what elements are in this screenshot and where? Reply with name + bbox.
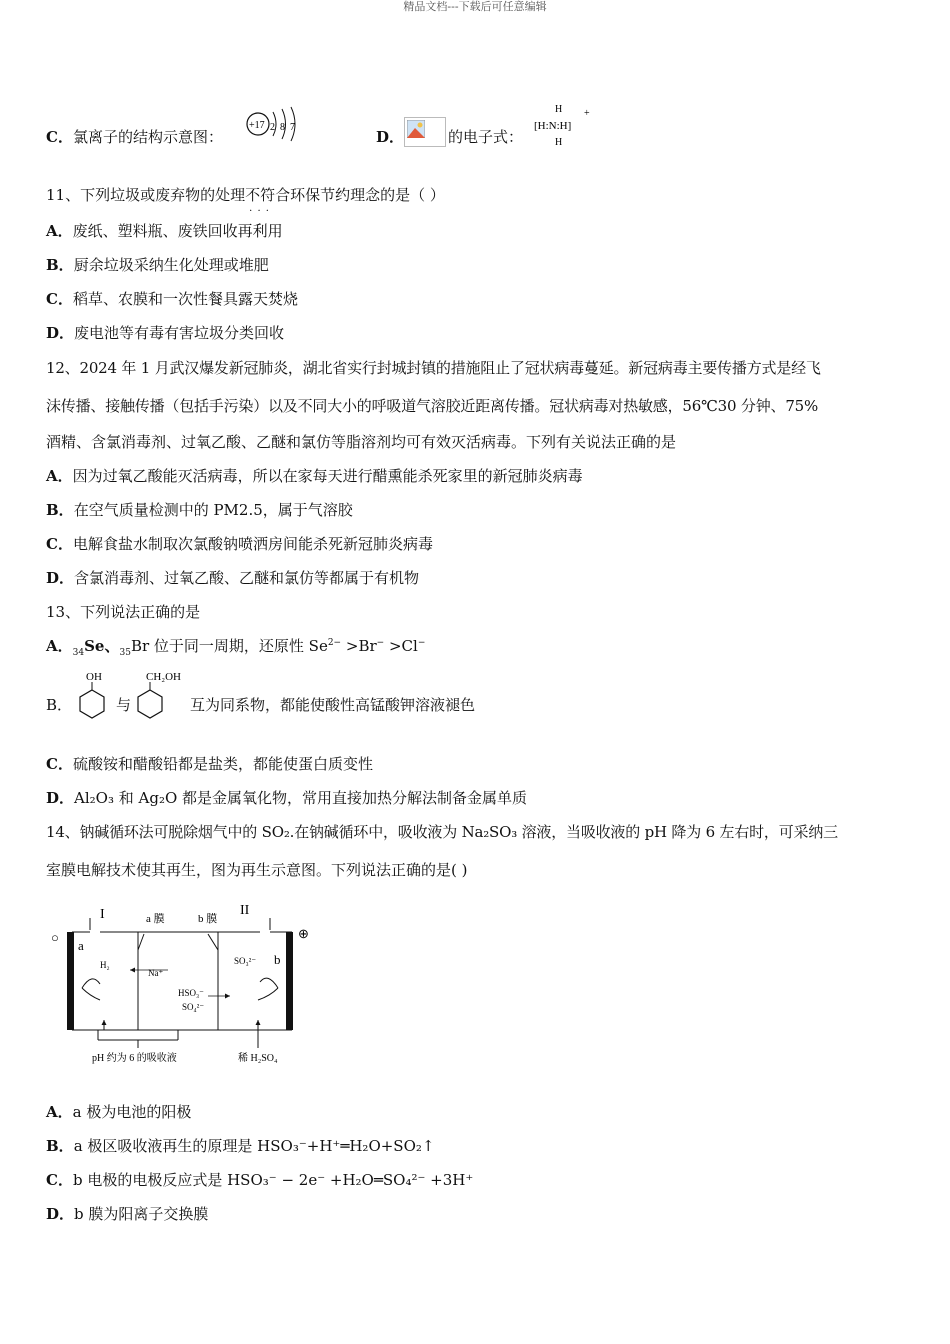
shell-2: 8 xyxy=(280,122,285,133)
q11-option-c: C．稻草、农膜和一次性餐具露天焚烧 xyxy=(46,290,298,308)
negative-terminal: ○ xyxy=(51,930,59,945)
so3-label: SO₃²⁻ xyxy=(234,956,257,966)
q14-stem-line2: 室膜电解技术使其再生，图为再生示意图。下列说法正确的是( ) xyxy=(46,861,468,879)
q13-option-c: C．硫酸铵和醋酸铅都是盐类，都能使蛋白质变性 xyxy=(46,755,373,773)
q12-stem-line3: 酒精、含氯消毒剂、过氧乙酸、乙醚和氯仿等脂溶剂均可有效灭活病毒。下列有关说法正确的是 xyxy=(46,433,677,451)
q13-option-d: D．Al₂O₃ 和 Ag₂O 都是金属氧化物，常用直接加热分解法制备金属单质 xyxy=(46,789,528,807)
svg-text:H: H xyxy=(555,137,563,148)
benzyl-alcohol-structure xyxy=(132,670,192,722)
q11-option-a: A．废纸、塑料瓶、废铁回收再利用 xyxy=(46,222,283,240)
svg-text:+: + xyxy=(584,108,590,119)
broken-image-icon xyxy=(404,117,446,147)
q11-option-d: D．废电池等有毒有害垃圾分类回收 xyxy=(46,324,285,342)
q14-option-a: A．a 极为电池的阳极 xyxy=(46,1103,192,1121)
electrode-b-label: b xyxy=(274,952,281,967)
q13-option-b-and: 与 xyxy=(116,696,132,714)
electrode-b xyxy=(286,932,293,1030)
svg-text:[H:N:H]: [H:N:H] xyxy=(534,120,572,132)
q12-stem-line1: 12、2024 年 1 月武汉爆发新冠肺炎，湖北省实行封城封镇的措施阻止了冠状病毒蔓延。新冠病毒主要传播方式是经飞 xyxy=(46,359,821,377)
q14-option-b: B．a 极区吸收液再生的原理是 HSO₃⁻+H⁺═H₂O+SO₂↑ xyxy=(46,1137,435,1155)
so4-label: SO₄²⁻ xyxy=(182,1002,205,1012)
q12-option-b: B．在空气质量检测中的 PM2.5，属于气溶胶 xyxy=(46,501,353,519)
q12-stem-line2: 沫传播、接触传播（包括手污染）以及不同大小的呼吸道气溶胶近距离传播。冠状病毒对热敏感，56℃30 分钟、75% xyxy=(46,397,819,415)
electrode-a-label: a xyxy=(78,938,84,953)
q13-option-b-text: 互为同系物，都能使酸性高锰酸钾溶液褪色 xyxy=(190,696,476,714)
emphasis-text: 不符合 · · · xyxy=(245,186,290,204)
nucleus-charge: +17 xyxy=(249,120,265,131)
q13-option-a: A．$_{34}$Se、$_{35}$Br 位于同一周期，还原性 $Se^{2-} >Br^- >Cl^-$ xyxy=(46,637,426,658)
inlet-left-label: pH 约为 6 的吸收液 xyxy=(92,1053,177,1064)
q10-option-d-label: D． xyxy=(376,128,405,146)
chloride-ion-diagram xyxy=(244,106,306,146)
q14-option-d: D．b 膜为阳离子交换膜 xyxy=(46,1205,209,1223)
phenol-structure xyxy=(74,670,114,722)
option-label: C． xyxy=(46,128,73,146)
electrolysis-diagram xyxy=(48,898,318,1070)
q14-option-c: C．b 电极的电极反应式是 HSO₃⁻ − 2e⁻ +H₂O═SO₄²⁻ +3H⁺ xyxy=(46,1171,474,1189)
q13-option-b-label: B． xyxy=(46,696,73,714)
h2-label: H₂ xyxy=(100,960,110,970)
svg-text:H: H xyxy=(555,104,563,115)
q12-option-d: D．含氯消毒剂、过氧乙酸、乙醚和氯仿等都属于有机物 xyxy=(46,569,420,587)
q10-option-c xyxy=(46,127,223,147)
shell-1: 2 xyxy=(270,122,275,133)
svg-text:OH: OH xyxy=(86,671,102,683)
q12-option-a: A．因为过氧乙酸能灭活病毒，所以在家每天进行醋熏能杀死家里的新冠肺炎病毒 xyxy=(46,467,583,485)
ammonium-electron-formula xyxy=(532,100,594,148)
hso3-label: HSO₃⁻ xyxy=(178,988,204,998)
page-header: 精品文档---下载后可任意编辑 xyxy=(403,0,547,13)
label-I: I xyxy=(100,907,105,922)
q11-stem: 11、下列垃圾或废弃物的处理不符合 · · ·环保节约理念的是（ ） xyxy=(46,185,445,205)
q13-stem: 13、下列说法正确的是 xyxy=(46,603,201,621)
positive-terminal: ⊕ xyxy=(298,926,309,941)
shell-3: 7 xyxy=(290,122,295,133)
q11-option-b: B．厨余垃圾采纳生化处理或堆肥 xyxy=(46,256,269,274)
electrode-a xyxy=(67,932,74,1030)
label-II: II xyxy=(240,903,250,918)
na-ion-label: Na⁺ xyxy=(148,968,164,978)
option-text: 氯离子的结构示意图： xyxy=(72,128,223,146)
q14-stem-line1: 14、钠碱循环法可脱除烟气中的 SO₂.在钠碱循环中，吸收液为 Na₂SO₃ 溶液，当吸收液的 pH 降为 6 左右时，可采纳三 xyxy=(46,823,838,841)
svg-text:CH₂OH: CH₂OH xyxy=(146,671,182,683)
membrane-a-label: a 膜 xyxy=(146,913,165,925)
q12-option-c: C．电解食盐水制取次氯酸钠喷洒房间能杀死新冠肺炎病毒 xyxy=(46,535,433,553)
q10-option-d-text: 的电子式： xyxy=(448,128,524,146)
membrane-b-label: b 膜 xyxy=(198,913,218,925)
inlet-right-label: 稀 H₂SO₄ xyxy=(238,1053,278,1064)
